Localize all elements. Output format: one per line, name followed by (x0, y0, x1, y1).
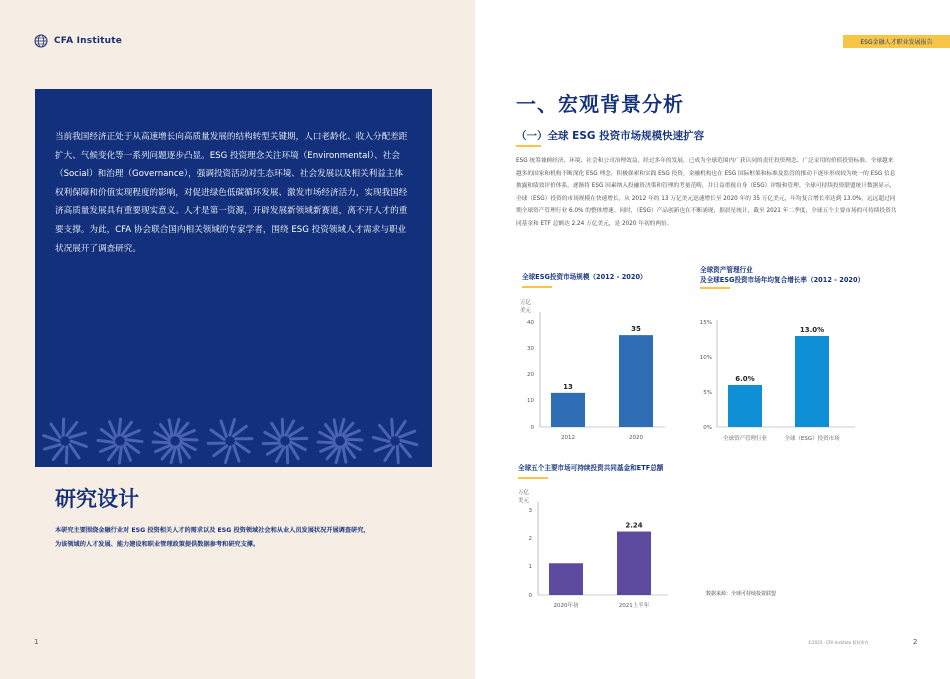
chart1-ytick: 30 (527, 346, 534, 352)
fan-pattern-blade (225, 447, 230, 463)
chart1-value-label: 13 (563, 382, 573, 391)
chart1-ytick: 0 (530, 425, 534, 431)
fan-pattern-blade (211, 430, 224, 439)
fan-pattern-rosette (153, 419, 197, 462)
fan-pattern-blade (380, 425, 390, 438)
chart3-ytick: 3 (528, 508, 532, 514)
chart3-title: 全球五个主要市场可持续投资共同基金和ETF总额 (518, 464, 664, 472)
chart3-category-label: 2020年初 (553, 603, 579, 609)
chart2-ytick: 15% (699, 320, 712, 326)
page-number-left: 1 (34, 638, 39, 646)
fan-pattern-blade (169, 420, 172, 436)
chart2-value-label: 6.0% (735, 375, 755, 383)
chart1-bar-2012 (551, 393, 585, 427)
chart3-bar-2020-early (549, 563, 583, 595)
fan-pattern-blade (373, 437, 389, 441)
chart1-ylabel-line1: 万亿 (520, 300, 532, 306)
fan-pattern-blade (53, 447, 63, 460)
cfa-logo (34, 34, 122, 48)
fan-pattern-blade (70, 445, 79, 458)
chart2-ytick: 5% (703, 390, 712, 396)
subtitle-underline (516, 145, 541, 147)
fan-pattern-blade (221, 421, 226, 436)
fan-pattern-blade (119, 419, 121, 435)
chart1-bar-2020 (619, 335, 653, 427)
footer-copyright: ©2023 · CFA Institute 版权所有 (808, 640, 869, 645)
fan-pattern-blade (44, 436, 59, 441)
fan-pattern-blade (236, 443, 249, 452)
fan-pattern-blade (375, 445, 390, 451)
chart3-title-underline (518, 477, 548, 479)
fan-pattern-blade (233, 426, 246, 436)
chart1-value-label: 35 (631, 325, 641, 334)
fan-pattern-blade (214, 446, 227, 456)
chart1-svg (510, 292, 675, 442)
fan-pattern-blade (70, 433, 86, 438)
fan-pattern-blade (346, 439, 362, 440)
fan-pattern-rosette (208, 419, 252, 462)
fan-pattern-blade (124, 431, 139, 437)
chart3-bar-2021-h1 (617, 532, 651, 595)
chart3-category-label: 2021上半年 (618, 603, 650, 609)
chart3-ylabel-line2: 美元 (518, 498, 530, 504)
fan-pattern-blade (98, 440, 114, 442)
research-design-heading: 研究设计 (55, 487, 139, 511)
chart1-title-underline (522, 286, 552, 288)
fan-pattern-blade (385, 447, 394, 461)
chart1-category-label: 2012 (561, 435, 575, 441)
chart2-title (700, 265, 864, 285)
chart1-ytick: 20 (527, 372, 534, 378)
fan-pattern-blade (230, 419, 235, 435)
chart1-ylabel-line2: 美元 (520, 308, 532, 314)
fan-pattern-blade (400, 444, 410, 457)
fan-pattern-blade (124, 445, 130, 460)
chart2-svg (690, 312, 860, 447)
chart3-svg (508, 484, 673, 614)
fan-pattern-blade (45, 445, 61, 450)
report-header-tag: ESG金融人才职业发展报告 (843, 35, 950, 48)
fan-pattern-blade (178, 446, 181, 462)
section-subtitle: （一）全球 ESG 投资市场规模快速扩容 (516, 130, 705, 142)
fan-pattern-blade (126, 440, 142, 442)
fan-pattern-rosette (44, 419, 87, 463)
section-title: 一、宏观背景分析 (516, 92, 684, 116)
research-design-text: 本研究主要围绕金融行业对 ESG 投资相关人才的需求以及 ESG 投资领域社会和从业人员发展状况开展调查研究，为该领域的人才发展、能力建设和职业管理政策提供数据参考和研究支撑。 (55, 527, 370, 548)
chart3-ytick: 1 (528, 564, 532, 570)
chart1-ytick: 40 (527, 320, 534, 326)
chart3-ytick: 0 (528, 593, 532, 599)
fan-pattern-blade (343, 446, 346, 462)
chart2-title-line2: 及全球ESG投资市场年均复合增长率（2012 - 2020） (700, 276, 865, 284)
chart2-ytick: 10% (699, 355, 712, 361)
fan-pattern-blade (400, 431, 415, 437)
chart1-category-label: 2020 (629, 435, 643, 441)
decorative-fan-pattern (35, 411, 432, 471)
logo-text: CFA Institute (54, 36, 123, 46)
chart2-title-line1: 全球资产管理行业 (700, 266, 753, 274)
fan-pattern-blade (101, 445, 116, 451)
fan-pattern-blade (318, 442, 334, 443)
chart2-title-underline (700, 287, 730, 289)
fan-pattern-rosette (318, 419, 362, 462)
chart3-ylabel-line1: 万亿 (518, 490, 530, 496)
fan-pattern-blade (110, 422, 116, 437)
fan-pattern-blade (119, 447, 121, 463)
fan-pattern-blade (181, 439, 197, 440)
fan-pattern-blade (392, 419, 393, 435)
chart2-bar-asset-management (728, 385, 762, 427)
fan-pattern-blade (397, 447, 398, 463)
fan-pattern-rosette (98, 419, 142, 463)
chart1-ytick: 10 (527, 398, 534, 404)
fan-pattern-blade (396, 421, 405, 435)
page-number-right: 2 (913, 638, 918, 646)
fan-pattern-blade (71, 441, 86, 446)
data-source-note: 数据来源：全球可持续投资联盟 (706, 591, 777, 597)
chart3-value-label: 2.24 (625, 521, 643, 530)
fan-pattern-blade (401, 440, 417, 444)
fan-pattern-blade (51, 424, 60, 437)
fan-pattern-rosette (373, 419, 416, 463)
chart2-bar-esg-market (795, 336, 829, 427)
chart2-category-label: 全球资产管理行业 (722, 436, 768, 442)
chart3-ytick: 2 (528, 536, 532, 542)
fan-pattern-blade (334, 420, 337, 436)
fan-pattern-blade (153, 442, 169, 443)
chart2-ytick: 0% (703, 425, 712, 431)
fan-pattern-rosette (263, 419, 307, 463)
body-paragraph: ESG 统筹兼顾经济、环境、社会和公司治理效益，经过多年的发展，已成为全球范围内广获认同的责任投资理念、广泛采用的价值投资标准。全球越来越多的国家和机构不断深化 ESG 理念，积极探索和实践 ESG 投资，金融机构也在 ESG 国际框架和标准及监管的推动下逐步形成较为统一的 ESG 信息披露和绩效评价体系，逐渐将 ESG 因素纳入投融资决策和管理的考量范畴，并日益重视自身（ESG）评级和管理。全球可持续投资联盟统计数据显示，全球（ESG）投资的市场规模在快速增长，从 2012 年的 13 万亿美元迅速增长至 2020 年的 35 万亿美元，年均复合增长率达到 13.0%，远远超过同期全球资产管理行业 6.0% 的整体增速。同时，（ESG）产品创新也在不断涌现，据晨星统计，截至 2021 年二季度，全球五个主要市场的可持续投资共同基金和 ETF 总额达 2.24 万亿美元，是 2020 年初的两倍。 (516, 158, 897, 227)
chart2-category-label: 全球（ESG）投资市场 (784, 436, 840, 442)
cfa-globe-icon (34, 34, 48, 48)
chart1-title: 全球ESG投资市场规模（2012 - 2020） (522, 273, 647, 281)
chart2-value-label: 13.0% (799, 326, 825, 334)
fan-pattern-blade (67, 422, 77, 435)
intro-paragraph: 当前我国经济正处于从高速增长向高质量发展的结构转型关键期，人口老龄化、收入分配差距扩大、气候变化等一系列问题逐步凸显。ESG 投资理念关注环境（Environmental）、社会（Social）和治理（Governance），强调投资活动对生态环境、社会发展以及相关利益主体权利保障和价值实现程度的影响，对促进绿色低碳循环发展、激发市场经济活力，实现我国经济高质量发展具有重要现实意义。人才是第一资源，开辟发展新领域新赛道，离不开人才的重要支撑。为此，CFA 协会联合国内相关领域的专家学者，围绕 ESG 投资领域人才需求与职业状况展开了调查研究。 (55, 132, 408, 254)
fan-pattern-blade (234, 446, 239, 461)
